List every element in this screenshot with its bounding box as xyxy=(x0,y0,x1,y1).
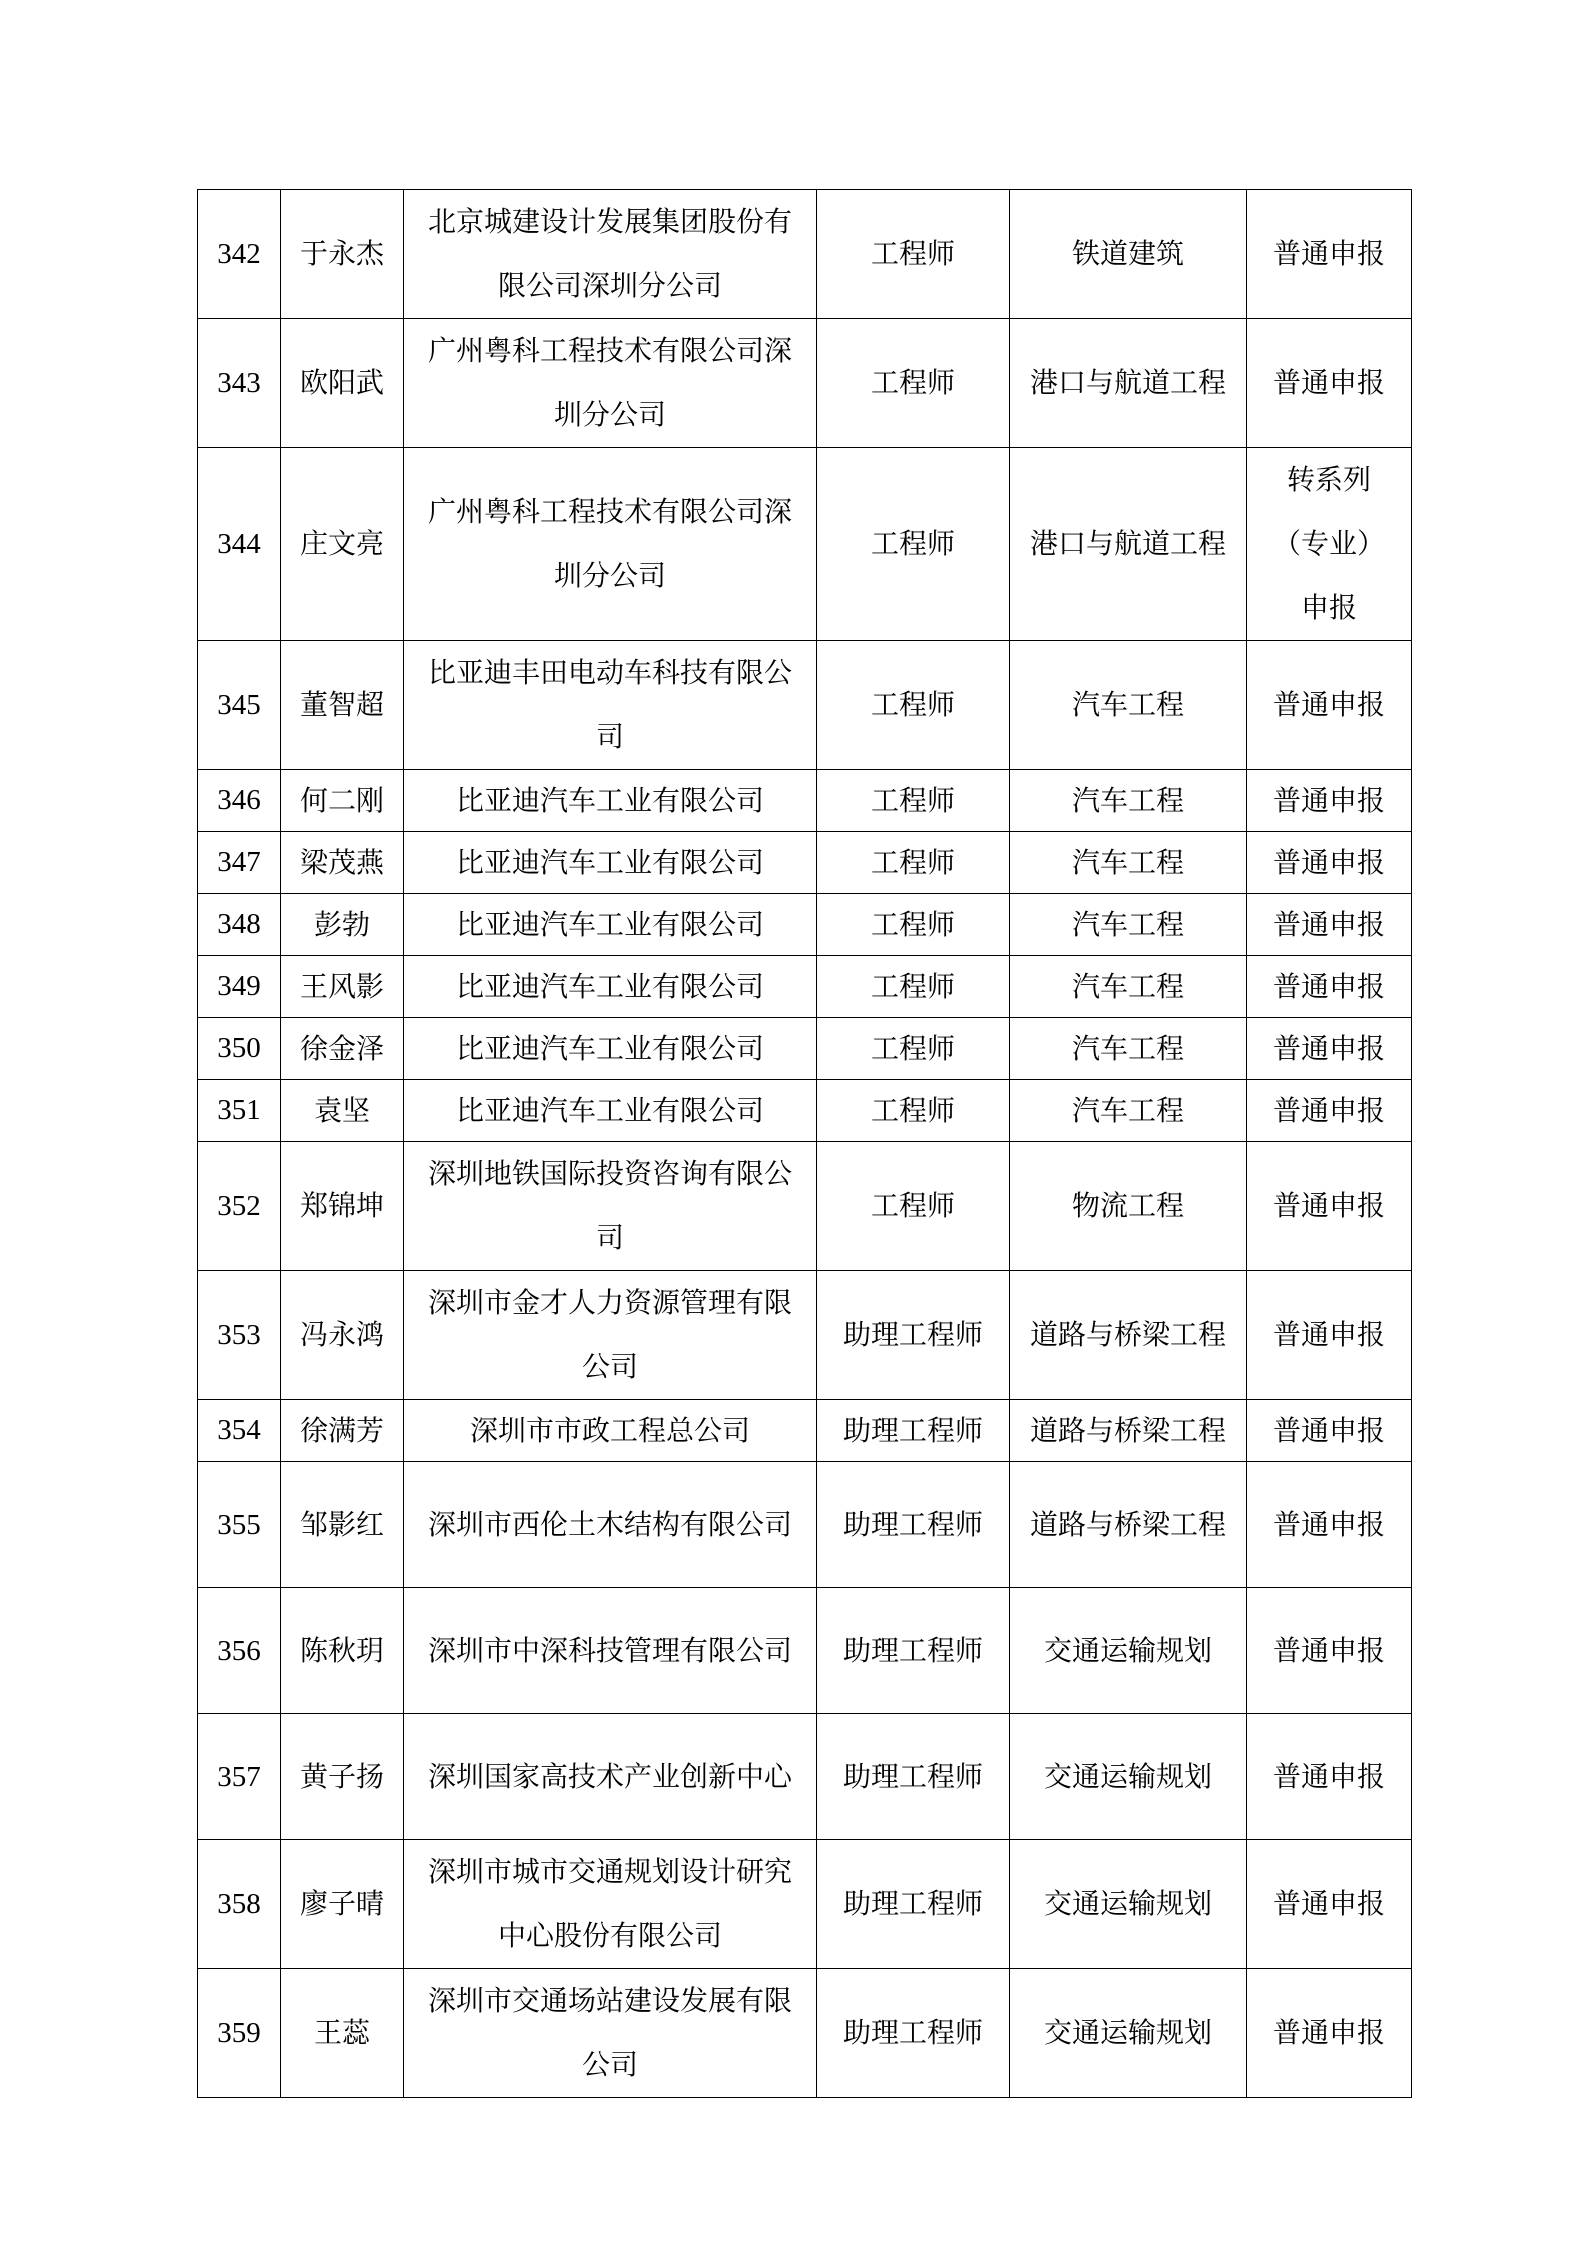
employer-name: 深圳国家高技术产业创新中心 xyxy=(404,1714,817,1840)
applicant-name: 徐满芳 xyxy=(281,1400,404,1462)
application-type: 普通申报 xyxy=(1247,1840,1412,1969)
application-type: 普通申报 xyxy=(1247,190,1412,319)
table-row xyxy=(198,1840,1412,1969)
employer-name: 深圳地铁国际投资咨询有限公司 xyxy=(404,1142,817,1271)
application-type: 普通申报 xyxy=(1247,1400,1412,1462)
applicant-name: 袁坚 xyxy=(281,1080,404,1142)
application-type: 普通申报 xyxy=(1247,1588,1412,1714)
applicant-name: 王风影 xyxy=(281,956,404,1018)
application-type: 普通申报 xyxy=(1247,1142,1412,1271)
employer-name: 深圳市市政工程总公司 xyxy=(404,1400,817,1462)
specialty: 道路与桥梁工程 xyxy=(1010,1271,1247,1400)
employer-name: 深圳市中深科技管理有限公司 xyxy=(404,1588,817,1714)
specialty: 汽车工程 xyxy=(1010,832,1247,894)
specialty: 汽车工程 xyxy=(1010,1018,1247,1080)
row-number: 347 xyxy=(198,832,281,894)
qualification-title: 工程师 xyxy=(817,832,1010,894)
application-type: 普通申报 xyxy=(1247,894,1412,956)
specialty: 汽车工程 xyxy=(1010,894,1247,956)
table-row xyxy=(198,1588,1412,1714)
qualification-title: 助理工程师 xyxy=(817,1271,1010,1400)
row-number: 344 xyxy=(198,448,281,641)
table-row xyxy=(198,448,1412,641)
row-number: 345 xyxy=(198,641,281,770)
application-type: 普通申报 xyxy=(1247,1969,1412,2098)
specialty: 汽车工程 xyxy=(1010,956,1247,1018)
table-row xyxy=(198,1080,1412,1142)
qualification-title: 助理工程师 xyxy=(817,1462,1010,1588)
employer-name: 比亚迪汽车工业有限公司 xyxy=(404,1080,817,1142)
specialty: 铁道建筑 xyxy=(1010,190,1247,319)
qualification-title: 工程师 xyxy=(817,448,1010,641)
applicant-name: 廖子晴 xyxy=(281,1840,404,1969)
employer-name: 广州粤科工程技术有限公司深圳分公司 xyxy=(404,448,817,641)
specialty: 道路与桥梁工程 xyxy=(1010,1400,1247,1462)
applicant-name: 郑锦坤 xyxy=(281,1142,404,1271)
qualification-title: 助理工程师 xyxy=(817,1588,1010,1714)
row-number: 353 xyxy=(198,1271,281,1400)
row-number: 357 xyxy=(198,1714,281,1840)
employer-name: 比亚迪汽车工业有限公司 xyxy=(404,1018,817,1080)
applicant-table xyxy=(197,189,1412,2098)
employer-name: 比亚迪汽车工业有限公司 xyxy=(404,832,817,894)
row-number: 350 xyxy=(198,1018,281,1080)
applicant-name: 何二刚 xyxy=(281,770,404,832)
applicant-name: 冯永鸿 xyxy=(281,1271,404,1400)
qualification-title: 工程师 xyxy=(817,1080,1010,1142)
row-number: 349 xyxy=(198,956,281,1018)
table-row xyxy=(198,641,1412,770)
table-row xyxy=(198,1271,1412,1400)
applicant-name: 彭勃 xyxy=(281,894,404,956)
row-number: 359 xyxy=(198,1969,281,2098)
row-number: 342 xyxy=(198,190,281,319)
qualification-title: 工程师 xyxy=(817,1018,1010,1080)
qualification-title: 助理工程师 xyxy=(817,1714,1010,1840)
row-number: 346 xyxy=(198,770,281,832)
table-row xyxy=(198,190,1412,319)
row-number: 354 xyxy=(198,1400,281,1462)
applicant-name: 欧阳武 xyxy=(281,319,404,448)
row-number: 348 xyxy=(198,894,281,956)
application-type: 普通申报 xyxy=(1247,1714,1412,1840)
applicant-name: 徐金泽 xyxy=(281,1018,404,1080)
employer-name: 深圳市城市交通规划设计研究中心股份有限公司 xyxy=(404,1840,817,1969)
qualification-title: 工程师 xyxy=(817,319,1010,448)
application-type: 普通申报 xyxy=(1247,641,1412,770)
specialty: 交通运输规划 xyxy=(1010,1714,1247,1840)
table-row xyxy=(198,1714,1412,1840)
specialty: 道路与桥梁工程 xyxy=(1010,1462,1247,1588)
specialty: 物流工程 xyxy=(1010,1142,1247,1271)
row-number: 355 xyxy=(198,1462,281,1588)
specialty: 汽车工程 xyxy=(1010,1080,1247,1142)
qualification-title: 工程师 xyxy=(817,641,1010,770)
qualification-title: 工程师 xyxy=(817,956,1010,1018)
specialty: 交通运输规划 xyxy=(1010,1588,1247,1714)
qualification-title: 工程师 xyxy=(817,770,1010,832)
specialty: 汽车工程 xyxy=(1010,770,1247,832)
application-type: 转系列（专业）申报 xyxy=(1247,448,1412,641)
qualification-title: 工程师 xyxy=(817,190,1010,319)
employer-name: 深圳市金才人力资源管理有限公司 xyxy=(404,1271,817,1400)
employer-name: 深圳市交通场站建设发展有限公司 xyxy=(404,1969,817,2098)
specialty: 港口与航道工程 xyxy=(1010,319,1247,448)
applicant-name: 董智超 xyxy=(281,641,404,770)
employer-name: 深圳市西伦土木结构有限公司 xyxy=(404,1462,817,1588)
table-row xyxy=(198,956,1412,1018)
table-row xyxy=(198,1400,1412,1462)
table-row xyxy=(198,1969,1412,2098)
qualification-title: 工程师 xyxy=(817,894,1010,956)
table-row xyxy=(198,1142,1412,1271)
application-type: 普通申报 xyxy=(1247,770,1412,832)
applicant-name: 陈秋玥 xyxy=(281,1588,404,1714)
applicant-name: 邹影红 xyxy=(281,1462,404,1588)
qualification-title: 工程师 xyxy=(817,1142,1010,1271)
applicant-name: 黄子扬 xyxy=(281,1714,404,1840)
employer-name: 北京城建设计发展集团股份有限公司深圳分公司 xyxy=(404,190,817,319)
application-type: 普通申报 xyxy=(1247,1462,1412,1588)
employer-name: 广州粤科工程技术有限公司深圳分公司 xyxy=(404,319,817,448)
specialty: 港口与航道工程 xyxy=(1010,448,1247,641)
application-type: 普通申报 xyxy=(1247,832,1412,894)
qualification-title: 助理工程师 xyxy=(817,1969,1010,2098)
row-number: 356 xyxy=(198,1588,281,1714)
applicant-name: 于永杰 xyxy=(281,190,404,319)
row-number: 352 xyxy=(198,1142,281,1271)
table-row xyxy=(198,770,1412,832)
application-type: 普通申报 xyxy=(1247,1080,1412,1142)
specialty: 交通运输规划 xyxy=(1010,1969,1247,2098)
table-row xyxy=(198,1018,1412,1080)
employer-name: 比亚迪丰田电动车科技有限公司 xyxy=(404,641,817,770)
specialty: 交通运输规划 xyxy=(1010,1840,1247,1969)
applicant-name: 梁茂燕 xyxy=(281,832,404,894)
applicant-name: 庄文亮 xyxy=(281,448,404,641)
table-row xyxy=(198,319,1412,448)
specialty: 汽车工程 xyxy=(1010,641,1247,770)
applicant-name: 王蕊 xyxy=(281,1969,404,2098)
row-number: 358 xyxy=(198,1840,281,1969)
row-number: 351 xyxy=(198,1080,281,1142)
employer-name: 比亚迪汽车工业有限公司 xyxy=(404,770,817,832)
table-row xyxy=(198,1462,1412,1588)
application-type: 普通申报 xyxy=(1247,1271,1412,1400)
employer-name: 比亚迪汽车工业有限公司 xyxy=(404,894,817,956)
row-number: 343 xyxy=(198,319,281,448)
qualification-title: 助理工程师 xyxy=(817,1840,1010,1969)
qualification-title: 助理工程师 xyxy=(817,1400,1010,1462)
application-type: 普通申报 xyxy=(1247,956,1412,1018)
application-type: 普通申报 xyxy=(1247,319,1412,448)
table-row xyxy=(198,832,1412,894)
employer-name: 比亚迪汽车工业有限公司 xyxy=(404,956,817,1018)
application-type: 普通申报 xyxy=(1247,1018,1412,1080)
table-row xyxy=(198,894,1412,956)
